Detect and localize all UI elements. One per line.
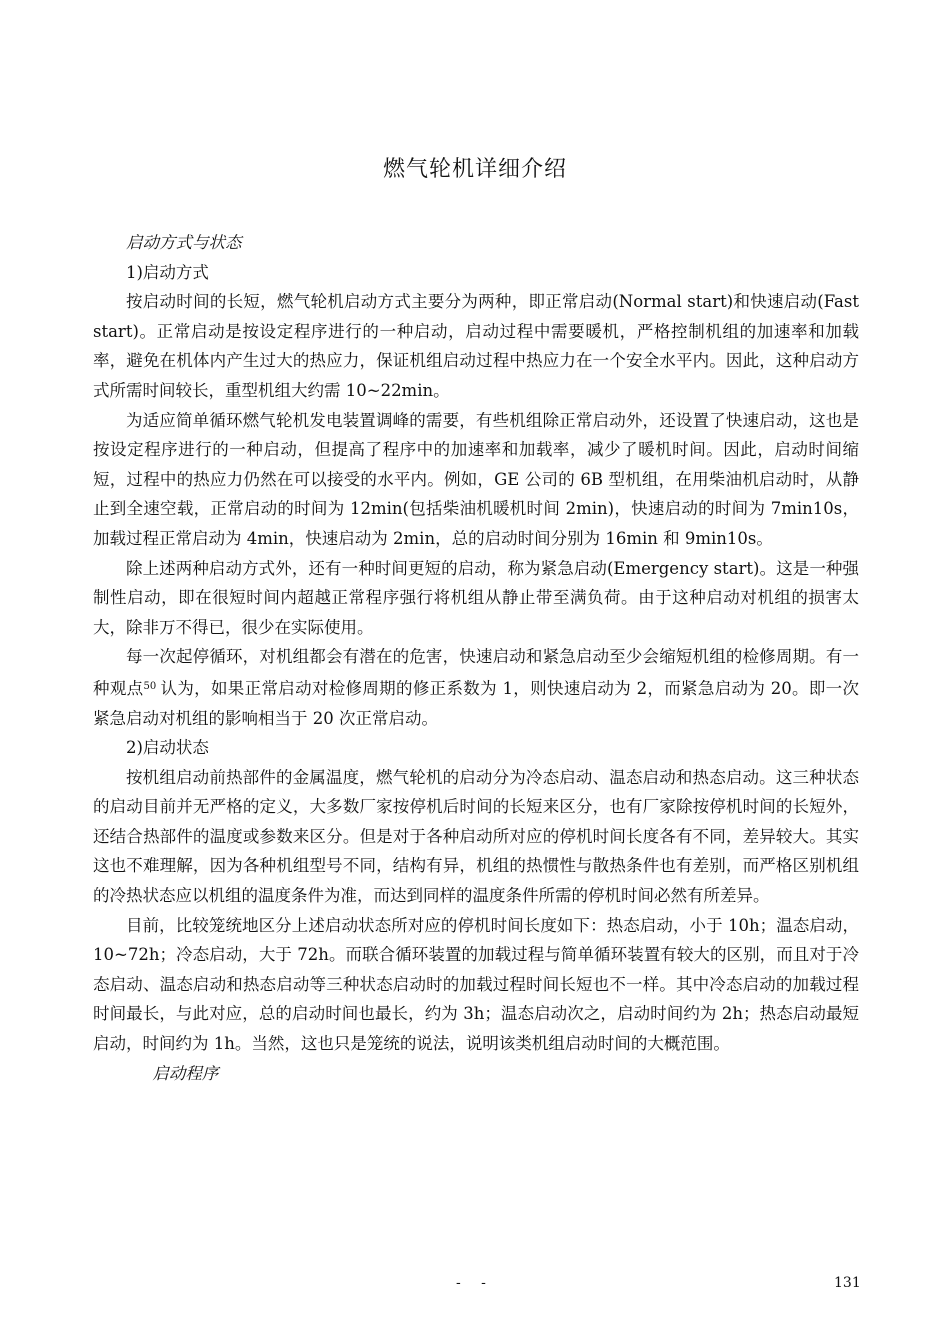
paragraph-start-states: 按机组启动前热部件的金属温度，燃气轮机的启动分为冷态启动、温态启动和热态启动。这三种状态的启动目前并无严格的定义，大多数厂家按停机后时间的长短来区分，也有厂家除按停机时间的长短外，还结合热部件的温度或参数来区分。但是对于各种启动所对应的停机时间长度各有不同，差异较大。其实这也不难理解，因为各种机组型号不同，结构有异，机组的热惯性与散热条件也有差别，而严格区别机组的冷热状态应以机组的温度条件为准，而达到同样的温度条件所需的停机时间必然有所差异。 — [93, 767, 859, 906]
paragraph-text-after-ref: 认为，如果正常启动对检修周期的修正系数为 1，则快速启动为 2，而紧急启动为 20。即一次紧急启动对机组的影响相当于 20 次正常启动。 — [93, 678, 860, 728]
paragraph-fast-start: 为适应简单循环燃气轮机发电装置调峰的需要，有些机组除正常启动外，还设置了快速启动，这也是按设定程序进行的一种启动，但提高了程序中的加速率和加载率，减少了暖机时间。因此，启动时间缩短，过程中的热应力仍然在可以接受的水平内。例如，GE 公司的 6B 型机组，在用柴油机启动时，从静止到全速空载，正常启动的时间为 12min(包括柴油机暖机时间 2min)，快速启动的时间为 7min10s，加载过程正常启动为 4min，快速启动为 2min，总的启动时间分别为 16min 和 9min10s。 — [93, 410, 859, 548]
page-title: 燃气轮机详细介绍 — [382, 157, 567, 182]
document-body — [93, 228, 859, 1088]
paragraph-maintenance-factor — [93, 642, 859, 733]
footer-dashes: - - — [456, 1275, 494, 1291]
paragraph-emergency-start: 除上述两种启动方式外，还有一种时间更短的启动，称为紧急启动(Emergency start)。这是一种强制性启动，即在很短时间内超越正常程序强行将机组从静止带至满负荷。由于这种启动对机组的损害太大，除非万不得已，很少在实际使用。 — [93, 558, 859, 637]
page-number: 131 — [834, 1275, 861, 1291]
section-heading: 启动方式与状态 — [126, 233, 242, 252]
subsection-heading-start-states: 2)启动状态 — [126, 738, 209, 758]
reference-marker: 50 — [143, 680, 157, 692]
section-heading-start-procedure: 启动程序 — [152, 1063, 219, 1083]
paragraph-shutdown-durations: 目前，比较笼统地区分上述启动状态所对应的停机时间长度如下：热态启动，小于 10h；温态启动，10~72h；冷态启动，大于 72h。而联合循环装置的加载过程与简单循环装置有较大的区别，而且对于冷态启动、温态启动和热态启动等三种状态启动时的加载过程时间长短也不一样。其中冷态启动的加载过程时间最长，与此对应，总的启动时间也最长，约为 3h；温态启动次之，启动时间约为 2h；热态启动最短启动，时间约为 1h。当然，这也只是笼统的说法，说明该类机组启动时间的大概范围。 — [93, 915, 859, 1054]
paragraph-text-before-ref: 每一次起停循环，对机组都会有潜在的危害，快速启动和紧急启动至少会缩短机组的检修周期。有一种观点 — [93, 647, 859, 698]
paragraph-start-modes-intro: 按启动时间的长短，燃气轮机启动方式主要分为两种，即正常启动(Normal start)和快速启动(Fast start)。正常启动是按设定程序进行的一种启动，启动过程中需要暖机，严格控制机组的加速率和加载率，避免在机体内产生过大的热应力，保证机组启动过程中热应力在一个安全水平内。因此，这种启动方式所需时间较长，重型机组大约需 10~22min。 — [93, 292, 859, 400]
subsection-heading-start-modes: 1)启动方式 — [126, 262, 209, 282]
